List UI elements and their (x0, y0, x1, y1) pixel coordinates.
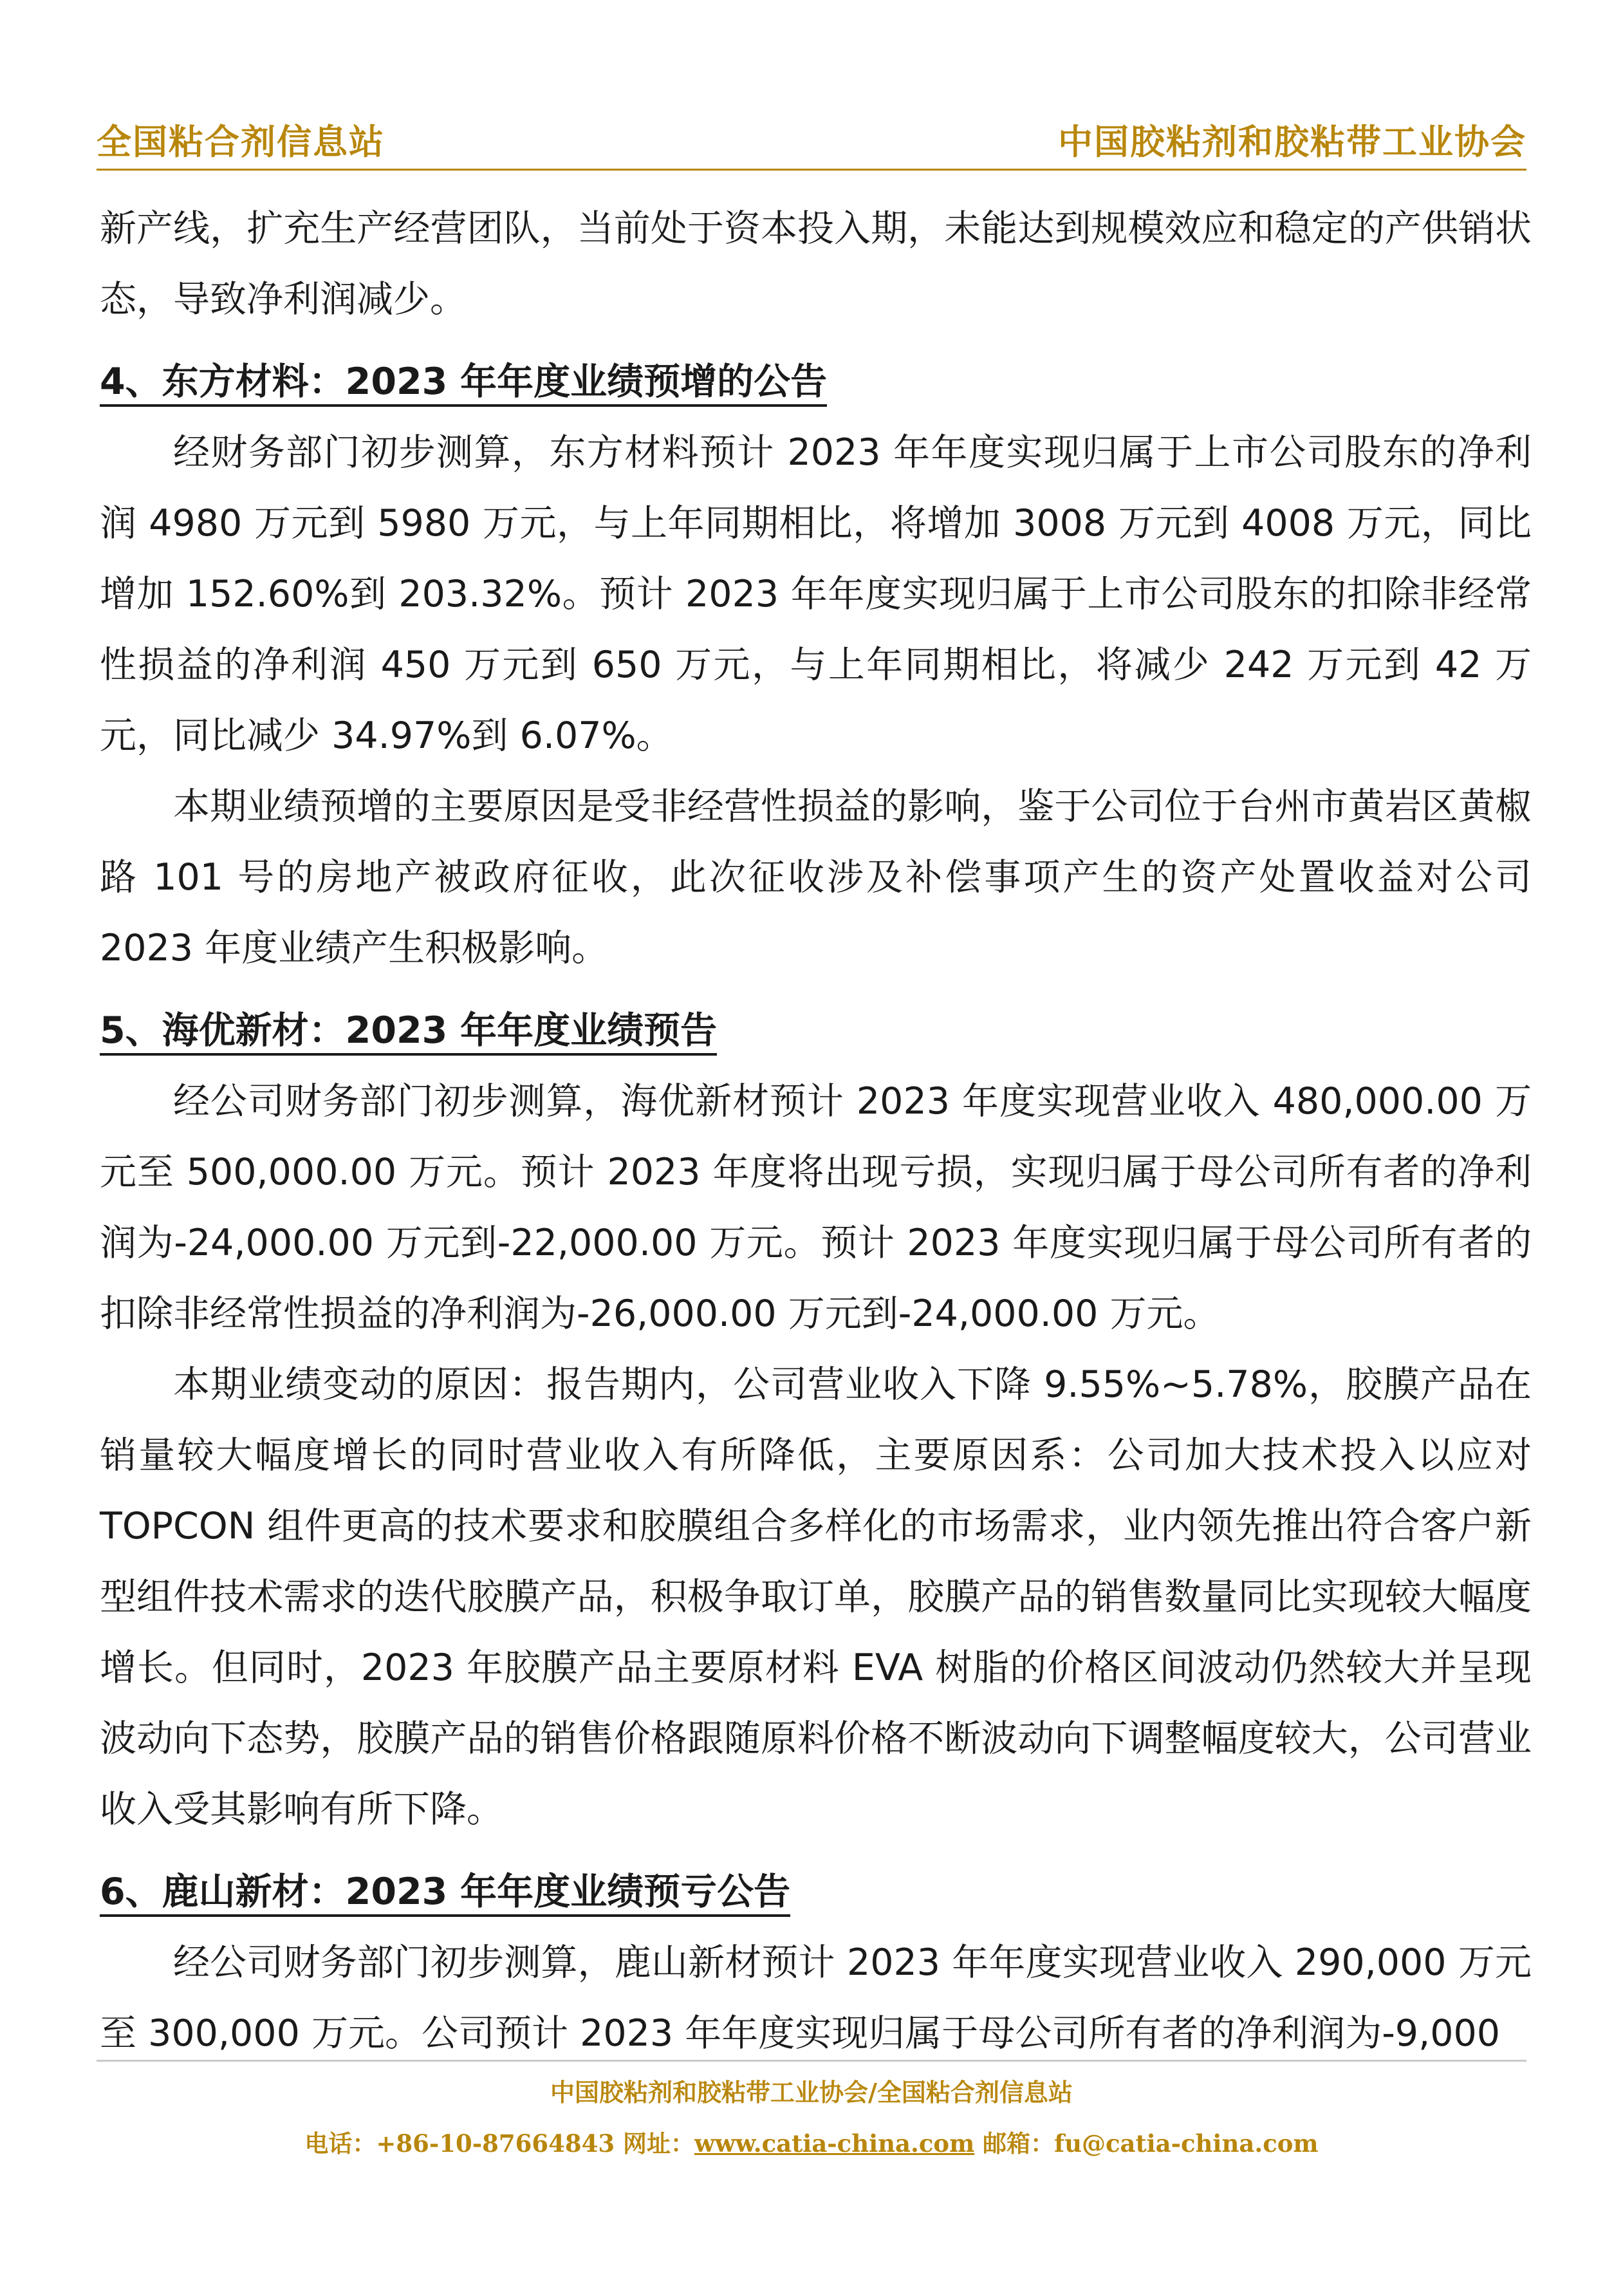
footer-contact-line (0, 2124, 1623, 2159)
footer-email: fu@catia-china.com (1054, 2129, 1319, 2158)
section-heading: 6、鹿山新材：2023 年年度业绩预亏公告 (100, 1856, 1532, 1927)
section-dongfang (100, 346, 1532, 984)
header-association-name: 中国胶粘剂和胶粘带工业协会 (1058, 121, 1526, 162)
section-heading: 5、海优新材：2023 年年度业绩预告 (100, 995, 1532, 1066)
footer-divider (97, 2060, 1526, 2062)
page-header (97, 111, 1526, 171)
section-paragraph: 本期业绩预增的主要原因是受非经营性损益的影响，鉴于公司位于台州市黄岩区黄椒路 101 号的房地产被政府征收，此次征收涉及补偿事项产生的资产处置收益对公司 2023 年度业绩产生积极影响。 (100, 785, 1532, 969)
footer-web-label: 网址： (615, 2129, 694, 2158)
intro-paragraph: 新产线，扩充生产经营团队，当前处于资本投入期，未能达到规模效应和稳定的产供销状态，导致净利润减少。 (100, 207, 1532, 321)
section-paragraph: 经公司财务部门初步测算，鹿山新材预计 2023 年年度实现营业收入 290,000 万元至 300,000 万元。公司预计 2023 年年度实现归属于母公司所有者的净利润为-9,000 (100, 1941, 1532, 2055)
section-lushan (100, 1856, 1532, 2069)
section-haiyou (100, 995, 1532, 1845)
footer-phone-label: 电话： (304, 2129, 376, 2158)
footer-org-line: 中国胶粘剂和胶粘带工业协会/全国粘合剂信息站 (550, 2078, 1073, 2107)
footer-phone: +86-10-87664843 (376, 2129, 615, 2158)
section-paragraph: 经公司财务部门初步测算，海优新材预计 2023 年度实现营业收入 480,000.00 万元至 500,000.00 万元。预计 2023 年度将出现亏损，实现归属于母公司所有者的净利润为-24,000.00 万元到-22,000.00 万元。预计 2023 年度实现归属于母公司所有者的扣除非经常性损益的净利润为-26,000.00 万元到-24,000.00 万元。 (100, 1080, 1532, 1335)
header-site-name: 全国粘合剂信息站 (97, 121, 385, 162)
section-heading: 4、东方材料：2023 年年度业绩预增的公告 (100, 346, 1532, 417)
footer-website-link[interactable]: www.catia-china.com (694, 2129, 975, 2158)
footer-email-label: 邮箱： (974, 2129, 1055, 2158)
section-paragraph: 经财务部门初步测算，东方材料预计 2023 年年度实现归属于上市公司股东的净利润 4980 万元到 5980 万元，与上年同期相比，将增加 3008 万元到 4008 万元，同比增加 152.60%到 203.32%。预计 2023 年年度实现归属于上市公司股东的扣除非经常性损益的净利润 450 万元到 650 万元，与上年同期相比，将减少 242 万元到 42 万元，同比减少 34.97%到 6.07%。 (100, 431, 1532, 757)
section-paragraph: 本期业绩变动的原因：报告期内，公司营业收入下降 9.55%~5.78%，胶膜产品在销量较大幅度增长的同时营业收入有所降低，主要原因系：公司加大技术投入以应对 TOPCON 组件更高的技术要求和胶膜组合多样化的市场需求，业内领先推出符合客户新型组件技术需求的迭代胶膜产品，积极争取订单，胶膜产品的销售数量同比实现较大幅度增长。但同时，2023 年胶膜产品主要原材料 EVA 树脂的价格区间波动仍然较大并呈现波动向下态势，胶膜产品的销售价格跟随原料价格不断波动向下调整幅度较大，公司营业收入受其影响有所下降。 (100, 1363, 1532, 1831)
document-body (100, 193, 1532, 2069)
